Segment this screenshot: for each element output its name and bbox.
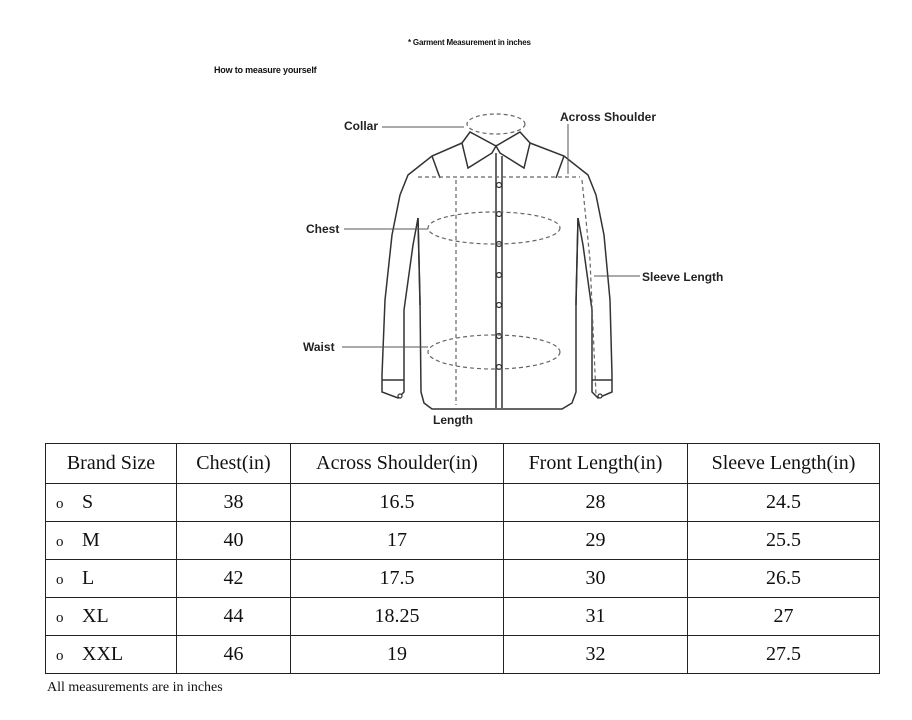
size-value: L xyxy=(82,567,95,589)
front-length-cell: 29 xyxy=(504,522,688,560)
header-across-shoulder: Across Shoulder(in) xyxy=(291,444,504,484)
shoulder-cell: 19 xyxy=(291,636,504,674)
size-value: M xyxy=(82,529,100,551)
bullet-icon: o xyxy=(56,648,64,664)
length-label: Length xyxy=(433,413,473,427)
collar-label: Collar xyxy=(344,119,379,133)
sleeve-length-label: Sleeve Length xyxy=(642,270,724,284)
size-cell xyxy=(46,484,177,522)
size-cell xyxy=(46,560,177,598)
bullet-icon: o xyxy=(56,496,64,512)
table-row xyxy=(46,522,880,560)
front-length-cell: 32 xyxy=(504,636,688,674)
garment-measurement-note: * Garment Measurement in inches xyxy=(408,38,531,47)
shoulder-cell: 18.25 xyxy=(291,598,504,636)
header-front-length: Front Length(in) xyxy=(504,444,688,484)
shoulder-cell: 17.5 xyxy=(291,560,504,598)
sleeve-length-cell: 24.5 xyxy=(688,484,880,522)
chest-cell: 40 xyxy=(177,522,291,560)
header-sleeve-length: Sleeve Length(in) xyxy=(688,444,880,484)
across-shoulder-label: Across Shoulder xyxy=(560,110,657,124)
size-chart-table xyxy=(45,443,880,674)
table-row xyxy=(46,598,880,636)
front-length-cell: 30 xyxy=(504,560,688,598)
bullet-icon: o xyxy=(56,610,64,626)
front-length-cell: 31 xyxy=(504,598,688,636)
shirt-buttons xyxy=(398,183,602,399)
size-value: XL xyxy=(82,605,109,627)
size-cell xyxy=(46,522,177,560)
footnote: All measurements are in inches xyxy=(47,680,223,695)
chest-cell: 38 xyxy=(177,484,291,522)
how-to-measure-heading: How to measure yourself xyxy=(214,65,317,75)
table-row xyxy=(46,560,880,598)
shoulder-cell: 17 xyxy=(291,522,504,560)
header-chest: Chest(in) xyxy=(177,444,291,484)
sleeve-length-cell: 27.5 xyxy=(688,636,880,674)
leader-lines xyxy=(342,124,640,347)
bullet-icon: o xyxy=(56,572,64,588)
sleeve-length-cell: 26.5 xyxy=(688,560,880,598)
size-cell xyxy=(46,598,177,636)
chest-cell: 44 xyxy=(177,598,291,636)
sleeve-length-cell: 27 xyxy=(688,598,880,636)
bullet-icon: o xyxy=(56,534,64,550)
waist-label: Waist xyxy=(303,340,335,354)
chest-cell: 46 xyxy=(177,636,291,674)
size-cell xyxy=(46,636,177,674)
chest-label: Chest xyxy=(306,222,340,236)
table-row xyxy=(46,484,880,522)
front-length-cell: 28 xyxy=(504,484,688,522)
chest-cell: 42 xyxy=(177,560,291,598)
header-brand-size: Brand Size xyxy=(46,444,177,484)
table-header-row xyxy=(46,444,880,484)
shoulder-cell: 16.5 xyxy=(291,484,504,522)
size-value: S xyxy=(82,491,94,513)
size-value: XXL xyxy=(82,643,124,665)
table-row xyxy=(46,636,880,674)
sleeve-length-cell: 25.5 xyxy=(688,522,880,560)
